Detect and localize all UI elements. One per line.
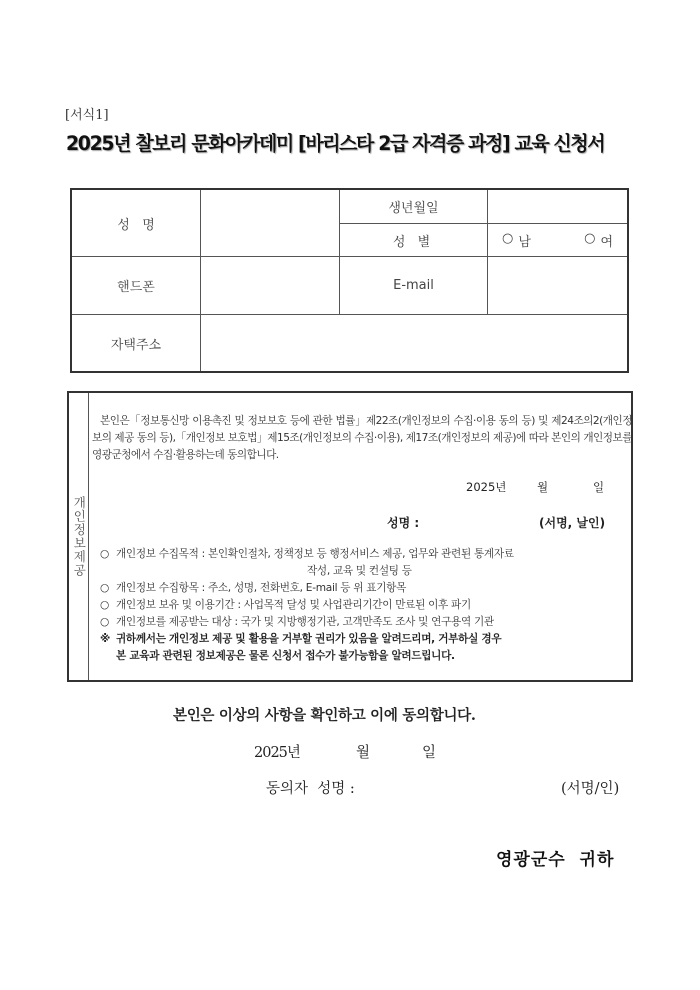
email-field[interactable] (488, 257, 627, 314)
bullet-text: 개인정보 수집목적 : 본인확인절차, 정책정보 등 행정서비스 제공, 업무와 관련된 통계자료 (116, 548, 514, 560)
consenter-name-label: 동의자 성명 : (266, 781, 355, 797)
name-label (72, 190, 200, 256)
footer-date-day[interactable]: 일 (422, 745, 437, 761)
list-item (100, 614, 630, 631)
list-item (100, 563, 630, 580)
list-item (100, 546, 630, 563)
radio-circle-icon[interactable]: ○ (584, 230, 596, 246)
gender-option-male[interactable] (502, 231, 531, 250)
gender-female-label: 여 (600, 234, 613, 250)
consent-side-column (69, 393, 89, 680)
address-label (72, 315, 200, 371)
phone-label-text: 핸드폰 (117, 280, 155, 295)
gender-male-label: 남 (518, 234, 531, 250)
consent-paragraph: 본인은「정보통신망 이용촉진 및 정보보호 등에 관한 법률」제22조(개인정보의 수집·이용 동의 등) 및 제24조의2(개인정보의 제공 동의 등),「개인정보 보호법」제15조(개인정보의 수집·이용), 제17조(개인정보의 제공)에 따라 본인의 개인정보를 영광군청에서 수집·활용하는데 동의합니다. (92, 415, 632, 461)
document-title: 2025년 찰보리 문화아카데미 [바리스타 2급 자격증 과정] 교육 신청서 (66, 132, 605, 155)
birthdate-label-text: 생년월일 (388, 201, 439, 216)
consenter-signature-hint: (서명/인) (561, 781, 620, 797)
form-tag: [서식1] (65, 108, 109, 123)
bullet-text: 개인정보를 제공받는 대상 : 국가 및 지방행정기관, 고객만족도 조사 및 연구용역 기관 (116, 616, 494, 628)
footer-date-month[interactable]: 월 (356, 745, 371, 761)
circle-bullet-icon: ○ (100, 616, 109, 628)
bullet-text: 개인정보 보유 및 이용기간 : 사업목적 달성 및 사업관리기간이 만료된 이후 파기 (116, 599, 471, 611)
circle-bullet-icon: ○ (100, 548, 109, 560)
consent-date-day[interactable]: 일 (593, 480, 605, 494)
consent-body (90, 393, 631, 680)
bullet-text: 개인정보 수집항목 : 주소, 성명, 전화번호, E-mail 등 위 표기항목 (116, 582, 407, 594)
email-label-text: E-mail (393, 278, 434, 293)
list-item (100, 580, 630, 597)
radio-circle-icon[interactable]: ○ (502, 230, 514, 246)
address-field[interactable] (201, 315, 627, 371)
notice-text-line2: 본 교육과 관련된 정보제공은 물론 신청서 접수가 불가능함을 알려드립니다. (116, 650, 455, 662)
reference-mark-icon: ※ (100, 633, 110, 645)
name-label-text: 성 명 (117, 217, 155, 233)
email-label (340, 257, 487, 314)
consent-signature-label: 성명 : (387, 516, 420, 530)
circle-bullet-icon: ○ (100, 582, 109, 594)
phone-field[interactable] (201, 257, 339, 314)
consent-date-year: 2025년 (466, 480, 507, 494)
gender-label (340, 224, 487, 256)
consent-signature-hint: (서명, 날인) (539, 516, 606, 530)
birthdate-label (340, 190, 487, 223)
recipient-line: 영광군수 귀하 (496, 850, 615, 870)
birthdate-field[interactable] (488, 190, 627, 223)
name-field[interactable] (201, 190, 339, 256)
consent-date-month[interactable]: 월 (537, 480, 549, 494)
refusal-notice (100, 631, 630, 648)
consent-side-label: 개인정보제공 (71, 496, 87, 577)
gender-options (488, 224, 627, 256)
applicant-info-table (70, 188, 629, 373)
consenter-signature-field[interactable] (390, 777, 550, 795)
agreement-statement: 본인은 이상의 사항을 확인하고 이에 동의합니다. (173, 707, 476, 724)
footer-date-year: 2025년 (254, 745, 300, 761)
gender-label-text: 성 별 (392, 234, 435, 250)
phone-label (72, 257, 200, 314)
address-label-text: 자택주소 (110, 337, 162, 353)
privacy-consent-box (67, 391, 633, 682)
list-item (100, 597, 630, 614)
bullet-text: 작성, 교육 및 컨설팅 등 (307, 565, 412, 577)
consent-signature-field[interactable] (435, 514, 535, 528)
consent-bullet-list (100, 546, 630, 665)
notice-text-line1: 귀하께서는 개인정보 제공 및 활용을 거부할 권리가 있음을 알려드리며, 거부하실 경우 (116, 633, 502, 645)
circle-bullet-icon: ○ (100, 599, 109, 611)
gender-option-female[interactable] (584, 231, 613, 250)
